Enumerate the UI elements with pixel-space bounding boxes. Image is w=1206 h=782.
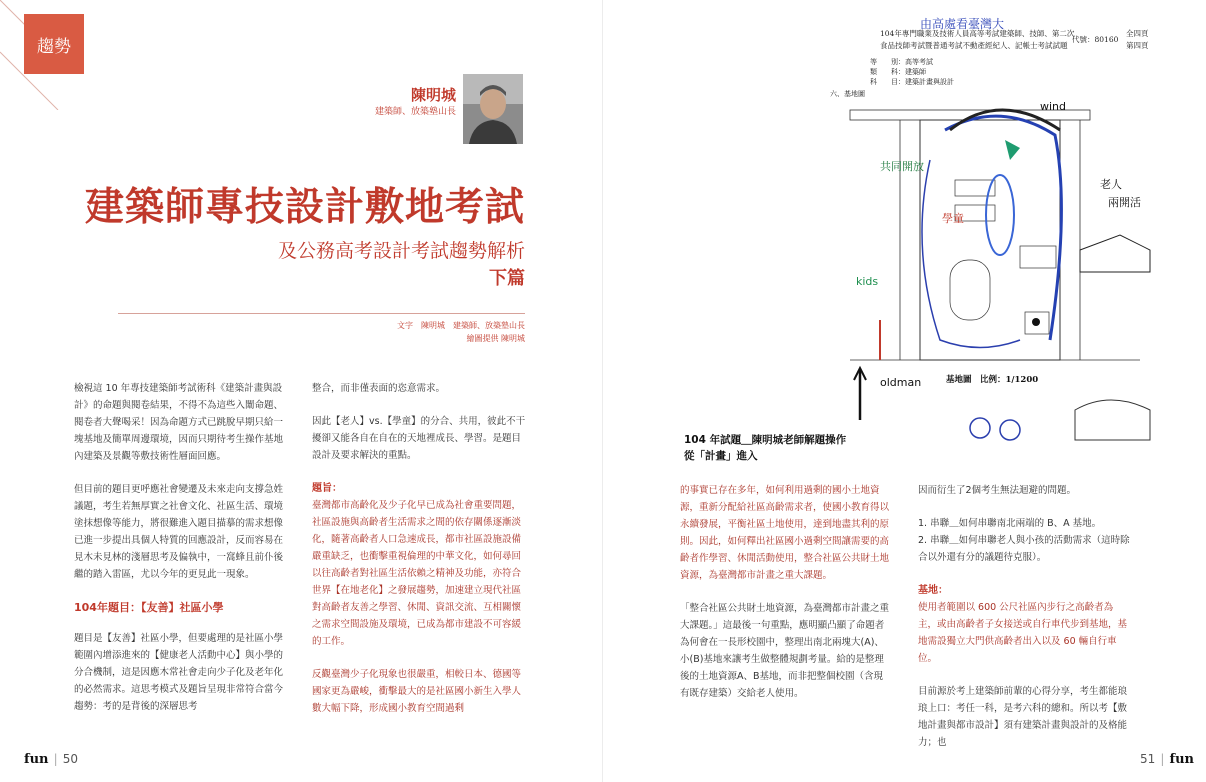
exam-header-line1: 104年專門職業及技術人員高等考試建築師、技師、第二次 — [880, 29, 1075, 38]
page-number-left: 50 — [62, 752, 79, 766]
paragraph: 整合，而非僅表面的恣意需求。 — [312, 383, 446, 394]
note-area-view: 由高處看臺灣大 — [920, 17, 1005, 31]
section-tag: 趨勢 — [24, 14, 84, 74]
magazine-logo: fun — [24, 752, 49, 767]
paragraph: 目前源於考上建築師前輩的心得分享，考生都能琅琅上口：考任一科，是考六科的總和。所以考【敷地計畫與都市設計】須有建築計畫與設計的及格能力；也 — [918, 686, 1128, 748]
exam-subject: 科 目：建築計畫與設計 — [870, 78, 954, 86]
section-heading: 104年題目：【友善】社區小學 — [74, 601, 224, 614]
site-plan-label: 六、基地圖 — [830, 90, 865, 98]
exam-page-number: 第四頁 — [1126, 41, 1149, 50]
list-item: 1. 串聯＿如何串聯南北兩端的 B、A 基地。 — [918, 518, 1102, 529]
quoted-paragraph: 反觀臺灣少子化現象也很嚴重，相較日本、德國等國家更為嚴峻，衝擊最大的是社區國小新生入學人數大幅下降，形成國小教育空間過剩 — [312, 669, 522, 714]
exam-level: 等 別：高等考試 — [870, 58, 933, 66]
exam-header-line2: 食品技師考試暨普通考試不動產經紀人、記帳士考試試題 — [880, 41, 1068, 50]
article-part: 下篇 — [489, 268, 525, 289]
paragraph: 但目前的題目更呼應社會變遷及未來走向支撐急姓議題，考生若無厚實之社會文化、社區生活、環境塗抹想像等能力，將很難進入題目描摹的需求想像已進一步提出具個人特質的回應設計，反而容易在見木未見林的淺層思考及偏執中，一窩蜂且前仆後繼的踏入雷區，尤以今年的更見此一現象。 — [74, 484, 284, 580]
paragraph: 題目是【友善】社區小學，但要處理的是社區小學範圍內增添進來的【健康老人活動中心】與小學的分合機制，這是因應木常社會走向少子化及老年化的必然需求。這思考模式及題旨呈現非常符合當今趨勢：考的是背後的深層思考 — [74, 633, 284, 712]
magazine-logo: fun — [1169, 752, 1195, 767]
article-subtitle: 及公務高考設計考試趨勢解析 — [277, 240, 525, 262]
folio-right: 51 | fun — [1140, 752, 1195, 767]
section-heading: 基地： — [918, 585, 948, 596]
paragraph: 「整合社區公共財土地資源，為臺灣都市計畫之重大課題。」這最後一句重點，應明顯凸顯了命題者為何會在一長形校園中，整理出南北兩塊大(A)、小(B)基地來讓考生做整體規劃考量。給的是整理後的土地資源A、B基地，而非把整個校園（含現有既存建築）交給老人使用。 — [680, 603, 890, 699]
author-photo — [463, 74, 523, 144]
title-rule — [118, 313, 525, 314]
quoted-paragraph: 臺灣都市高齡化及少子化早已成為社會重要問題，社區設施與高齡者生活需求之間的依存關係逐漸淡化，隨著高齡者人口急速成長，都市社區設施設備嚴重缺乏，也衝擊重視倫理的中華文化，如何尋回以往高齡者對社區生活依賴之精神及功能，亦符合世界【在地老化】之發展趨勢，加速建立現代社區對高齡者友善之學習、休閒、資訊交流、互相關懷之需求空間設施及環境，已成為都市建設不可容緩的工作。 — [312, 500, 522, 647]
paragraph: 檢視這 10 年專技建築師考試術科《建築計畫與設計》的命題與閱卷結果，不得不為這些入闈命題、閱卷者大聲喝采！因為命題方式已跳脫早期只給一塊基地及簡單周邊環境，因而只期待考生操作基地內建築及景觀等敷技術性層面回應。 — [74, 383, 284, 462]
right-column-1 — [680, 482, 892, 718]
exam-pages-total: 全四頁 — [1126, 29, 1149, 38]
section-heading: 題旨： — [312, 483, 342, 494]
folio-left: fun | 50 — [24, 752, 79, 767]
note-activity: 兩開活 — [1108, 196, 1141, 209]
credit-author: 文字 陳明城 建築師、放築塾山長 — [397, 321, 525, 330]
page-number-right: 51 — [1140, 752, 1156, 766]
credit-illustration: 繪圖提供 陳明城 — [466, 334, 525, 343]
scale-label: 基地圖 比例：1/1200 — [946, 375, 1039, 385]
quoted-paragraph: 的事實已存在多年，如何利用過剩的國小土地資源，重新分配給社區高齡需求者，使國小教育得以永續發展，平衡社區土地使用，達到地盡其利的原則。因此，如何釋出社區國小過剩空間讓需要的高齡者作學習、休閒活動使用，整合社區公共財土地資源，為臺灣都市計畫之重大課題。 — [680, 485, 890, 581]
note-shared-open: 共同開放 — [880, 160, 924, 173]
left-column-1 — [74, 380, 292, 731]
site-plan-sketch — [680, 10, 1174, 470]
list-item: 2. 串聯＿如何串聯老人與小孩的活動需求（這時除合以外還有分的議題待克服）。 — [918, 535, 1130, 563]
exam-category: 類 科：建築師 — [870, 68, 926, 76]
author-name: 陳明城 — [410, 86, 456, 104]
paragraph: 因而衍生了2個考生無法迴避的問題。 — [918, 485, 1077, 496]
note-elderly: 老人 — [1100, 178, 1122, 191]
note-students: 學童 — [942, 212, 964, 225]
note-wind: wind — [1040, 100, 1067, 113]
left-column-2 — [312, 380, 530, 733]
figure-caption: 104 年試題＿陳明城老師解題操作從「計畫」進入 — [684, 434, 847, 462]
paragraph: 因此【老人】vs.【學童】的分合、共用，彼此不干擾卻又能各自在自在的天地裡成長、學習。是題目設計及要求解決的重點。 — [312, 416, 526, 461]
quoted-paragraph: 使用者範圍以 600 公尺社區內步行之高齡者為主，或由高齡者子女接送或自行車代步到基地，基地需設獨立大門供高齡者出入以及 60 輛自行車位。 — [918, 602, 1128, 664]
right-column-2 — [918, 482, 1130, 767]
note-oldman: oldman — [880, 376, 922, 389]
exam-code: 代號：80160 — [1072, 35, 1119, 44]
note-kids: kids — [856, 275, 879, 288]
author-title: 建築師、放築塾山長 — [374, 107, 456, 117]
spread-gutter — [602, 0, 603, 782]
article-title: 建築師專技設計敷地考試 — [84, 184, 525, 230]
